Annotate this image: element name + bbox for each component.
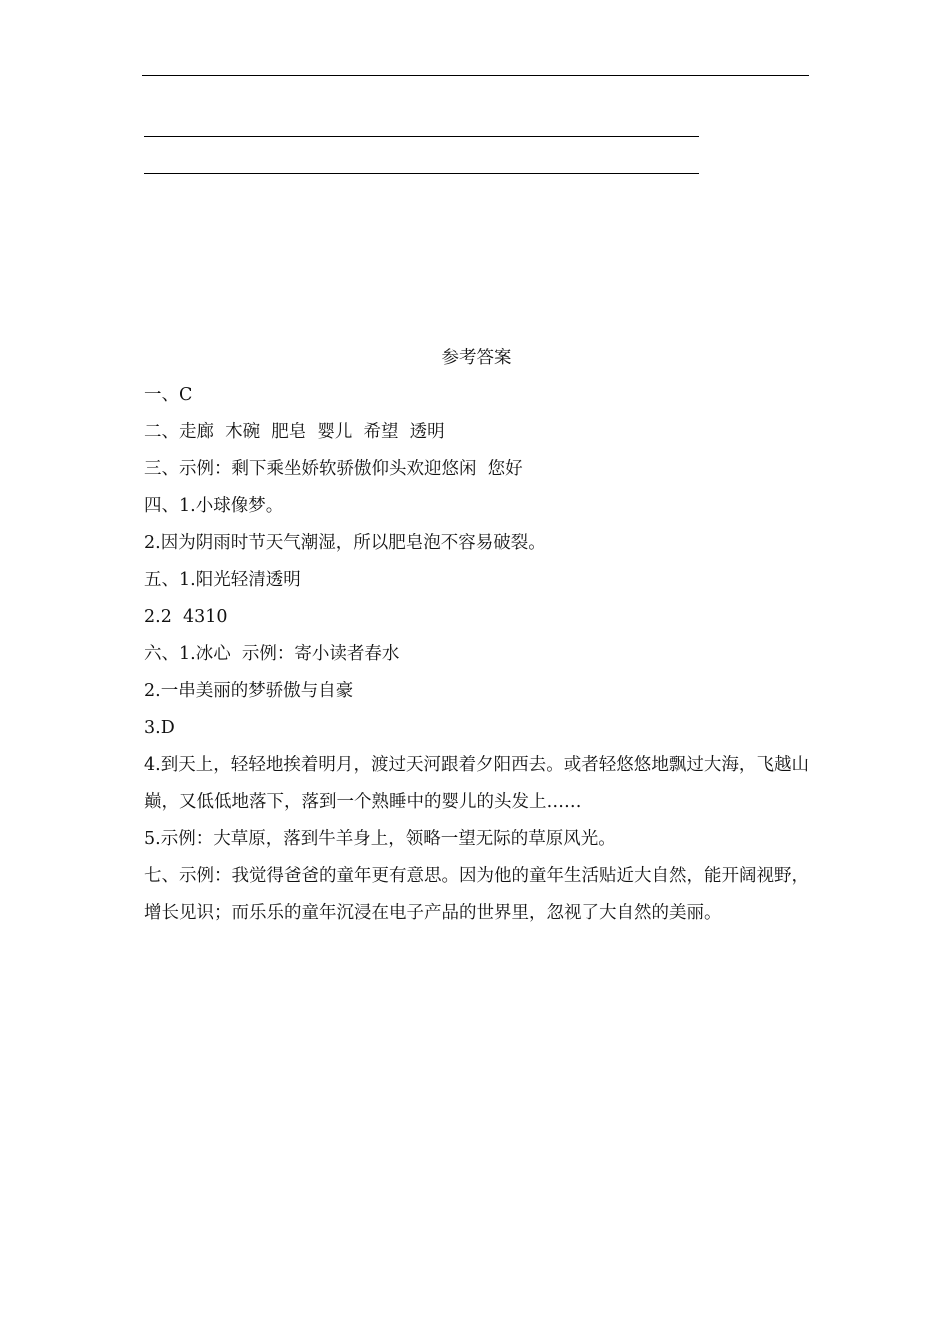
answer-line: 一、C: [144, 385, 193, 405]
answer-blank-line-1: [144, 136, 699, 137]
answer-line: 2.一串美丽的梦骄傲与自豪: [144, 681, 354, 701]
answer-line: 四、1.小球像梦。: [144, 496, 284, 516]
answer-key-title: 参考答案: [441, 348, 512, 368]
answer-line: 2.因为阴雨时节天气潮湿，所以肥皂泡不容易破裂。: [144, 533, 546, 553]
answer-line: 二、走廊 木碗 肥皂 婴儿 希望 透明: [144, 422, 445, 442]
answer-line: 六、1.冰心 示例：寄小读者春水: [144, 644, 400, 664]
answer-paragraph-7: 七、示例：我觉得爸爸的童年更有意思。因为他的童年生活贴近大自然，能开阔视野，增长见识；而乐乐的童年沉浸在电子产品的世界里，忽视了大自然的美丽。: [144, 866, 809, 923]
answer-line: 五、1.阳光轻清透明: [144, 570, 301, 590]
answer-line: 2.2 4310: [144, 607, 228, 627]
answer-line: 三、示例：剩下乘坐娇软骄傲仰头欢迎悠闲 您好: [144, 459, 523, 479]
answer-key: [144, 340, 809, 932]
answer-paragraph-4: 4.到天上，轻轻地挨着明月，渡过天河跟着夕阳西去。或者轻悠悠地飘过大海，飞越山巅，又低低地落下，落到一个熟睡中的婴儿的头发上……: [144, 755, 809, 812]
answer-line: 5.示例：大草原，落到牛羊身上，领略一望无际的草原风光。: [144, 829, 616, 849]
answer-line: 3.D: [144, 718, 175, 738]
answer-blank-line-2: [144, 173, 699, 174]
top-rule: [142, 75, 809, 76]
